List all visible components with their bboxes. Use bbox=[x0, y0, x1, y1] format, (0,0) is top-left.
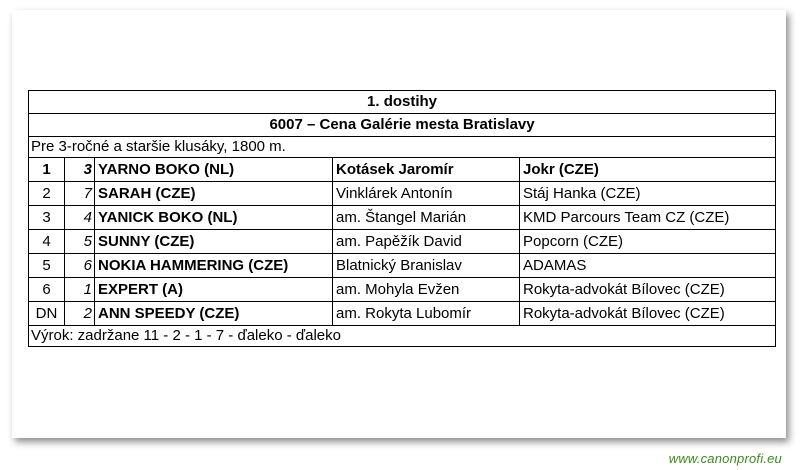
horse-name: SUNNY (CZE) bbox=[95, 230, 333, 254]
horse-name: YARNO BOKO (NL) bbox=[95, 158, 333, 182]
watermark: www.canonprofi.eu bbox=[668, 451, 782, 466]
driver-name: am. Mohyla Evžen bbox=[333, 278, 520, 302]
race-results-table bbox=[28, 90, 776, 347]
owner-name: ADAMAS bbox=[520, 254, 776, 278]
owner-name: Popcorn (CZE) bbox=[520, 230, 776, 254]
race-conditions: Pre 3-ročné a staršie klusáky, 1800 m. bbox=[29, 137, 776, 158]
start-number: 1 bbox=[65, 278, 95, 302]
horse-name: ANN SPEEDY (CZE) bbox=[95, 302, 333, 326]
table-row bbox=[29, 278, 776, 302]
start-number: 3 bbox=[65, 158, 95, 182]
driver-name: am. Štangel Marián bbox=[333, 206, 520, 230]
race-conditions-row bbox=[29, 137, 776, 158]
horse-name: NOKIA HAMMERING (CZE) bbox=[95, 254, 333, 278]
finish-position: 2 bbox=[29, 182, 65, 206]
finish-position: DN bbox=[29, 302, 65, 326]
result-note: Výrok: zadržane 11 - 2 - 1 - 7 - ďaleko - ďaleko bbox=[29, 326, 776, 347]
race-name-row bbox=[29, 114, 776, 137]
race-heading: 1. dostihy bbox=[29, 91, 776, 114]
finish-position: 5 bbox=[29, 254, 65, 278]
finish-position: 3 bbox=[29, 206, 65, 230]
start-number: 7 bbox=[65, 182, 95, 206]
table-row bbox=[29, 206, 776, 230]
result-note-row bbox=[29, 326, 776, 347]
table-row bbox=[29, 254, 776, 278]
table-row bbox=[29, 182, 776, 206]
driver-name: Blatnický Branislav bbox=[333, 254, 520, 278]
start-number: 6 bbox=[65, 254, 95, 278]
table-row bbox=[29, 302, 776, 326]
start-number: 5 bbox=[65, 230, 95, 254]
driver-name: Vinklárek Antonín bbox=[333, 182, 520, 206]
owner-name: Jokr (CZE) bbox=[520, 158, 776, 182]
start-number: 4 bbox=[65, 206, 95, 230]
finish-position: 4 bbox=[29, 230, 65, 254]
horse-name: EXPERT (A) bbox=[95, 278, 333, 302]
start-number: 2 bbox=[65, 302, 95, 326]
owner-name: KMD Parcours Team CZ (CZE) bbox=[520, 206, 776, 230]
finish-position: 1 bbox=[29, 158, 65, 182]
driver-name: Kotásek Jaromír bbox=[333, 158, 520, 182]
race-name: 6007 – Cena Galérie mesta Bratislavy bbox=[29, 114, 776, 137]
table-row bbox=[29, 230, 776, 254]
horse-name: SARAH (CZE) bbox=[95, 182, 333, 206]
driver-name: am. Papěžík David bbox=[333, 230, 520, 254]
owner-name: Rokyta-advokát Bílovec (CZE) bbox=[520, 278, 776, 302]
race-heading-row bbox=[29, 91, 776, 114]
horse-name: YANICK BOKO (NL) bbox=[95, 206, 333, 230]
owner-name: Rokyta-advokát Bílovec (CZE) bbox=[520, 302, 776, 326]
owner-name: Stáj Hanka (CZE) bbox=[520, 182, 776, 206]
finish-position: 6 bbox=[29, 278, 65, 302]
driver-name: am. Rokyta Lubomír bbox=[333, 302, 520, 326]
table-row bbox=[29, 158, 776, 182]
